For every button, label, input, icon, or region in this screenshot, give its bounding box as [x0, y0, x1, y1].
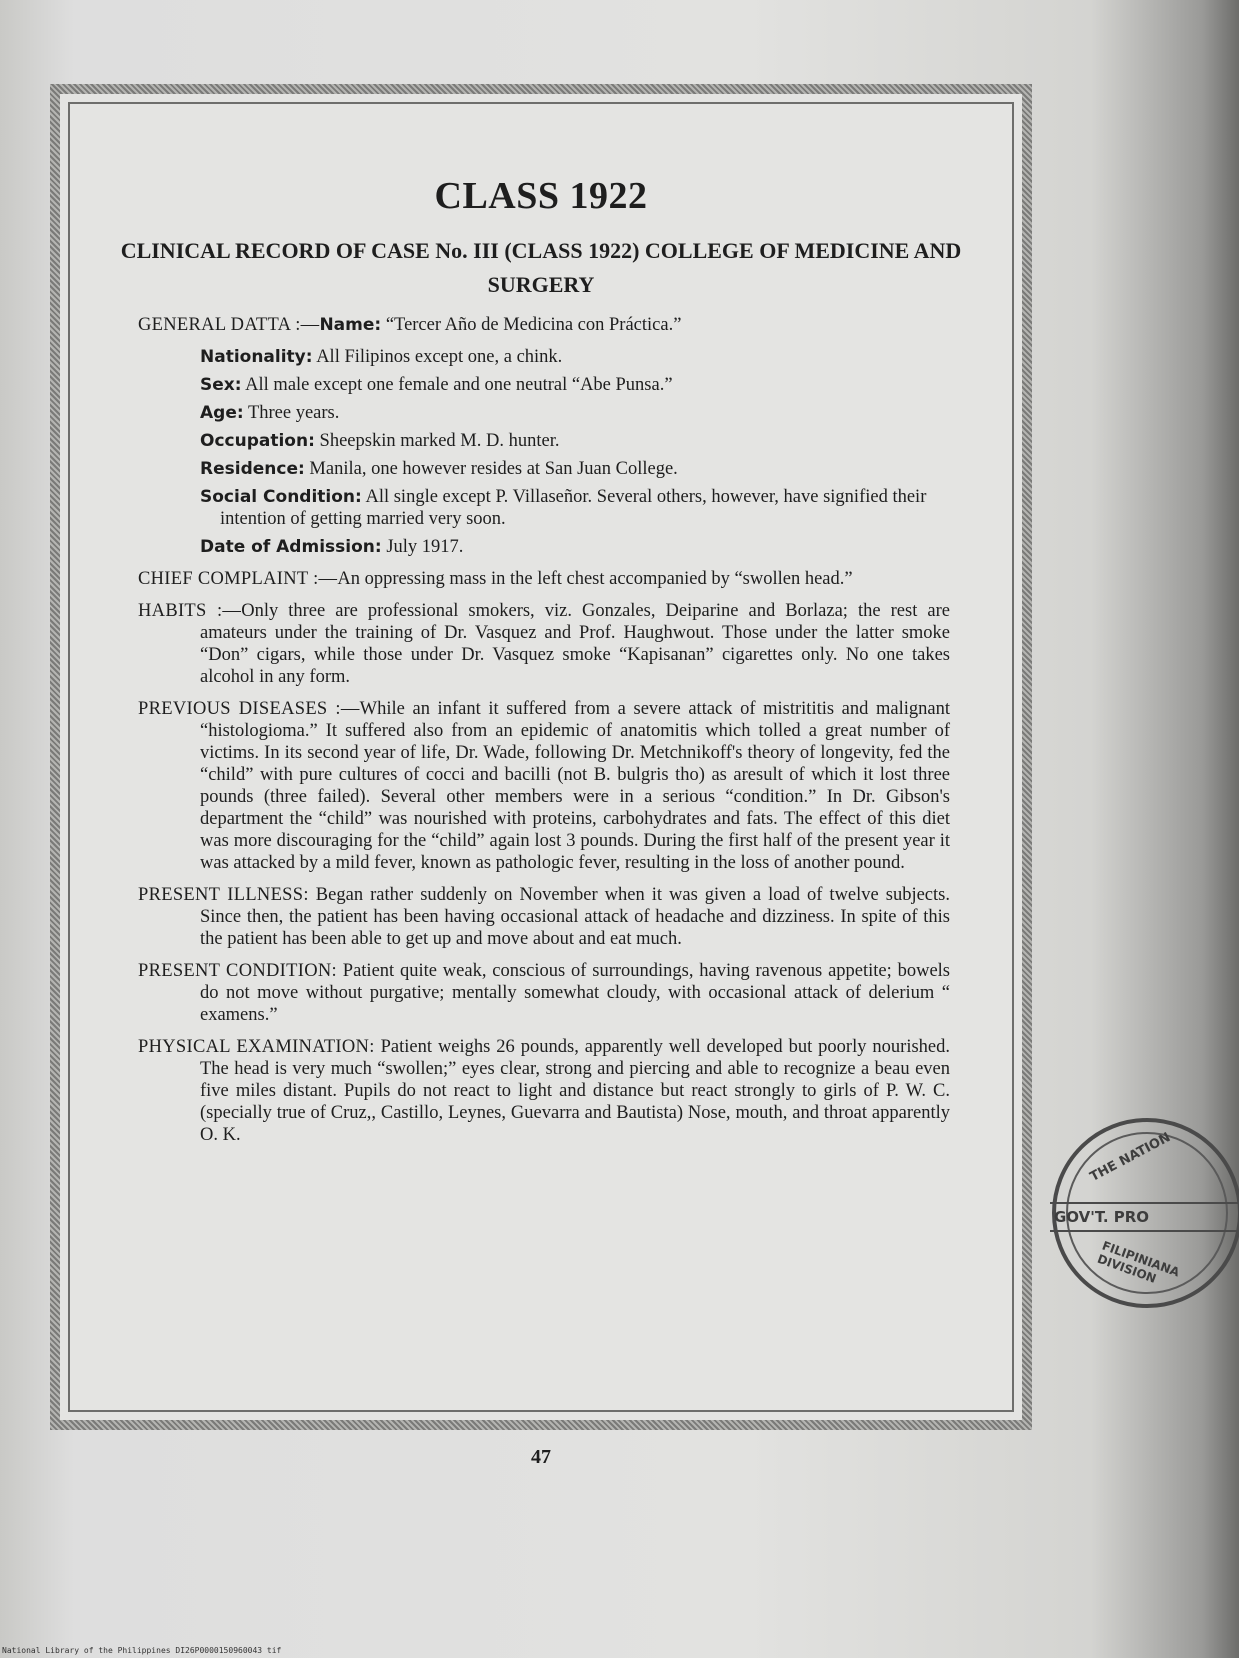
section-text: Patient weighs 26 pounds, apparently well developed but poorly nourished. The head is very much “swollen;” eyes clear, strong and piercing and able to recognize a beau even five miles distant. Pupils do not react to light and distance but react strongly to girls of P. W. C. (specially true of Cruz,, Castillo, Leynes, Guevarra and Bautista) Nose, mouth, and throat apparently O. K.: [200, 1037, 951, 1145]
record-subtitle: CLINICAL RECORD OF CASE No. III (CLASS 1922) COLLEGE OF MEDICINE AND SURGERY: [120, 238, 962, 297]
stamp-bottom-text: FILIPINIANA DIVISION: [1095, 1238, 1182, 1286]
general-data-section: GENERAL DATTA :—Name: “Tercer Año de Medicina con Práctica.”: [138, 315, 682, 335]
section-heading: PRESENT CONDITION:: [138, 961, 337, 981]
general-item: Nationality: All Filipinos except one, a chink.: [200, 347, 563, 367]
general-item: Social Condition: All single except P. Villaseñor. Several others, however, have signified their intention of getting married very soon.: [200, 487, 927, 529]
section-heading: CHIEF COMPLAINT :—: [138, 569, 338, 589]
footer-credit: National Library of the Philippines DI26P0000150960043 tif: [2, 1646, 282, 1655]
general-item: Residence: Manila, one however resides at San Juan College.: [200, 459, 678, 479]
general-item-value: Sheepskin marked M. D. hunter.: [314, 431, 560, 451]
present-illness-section: [138, 884, 950, 950]
general-item: Occupation: Sheepskin marked M. D. hunter.: [200, 431, 560, 451]
page-title: CLASS 1922: [434, 175, 648, 217]
bordered-frame: [50, 84, 1032, 1430]
general-item-key: Occupation: [200, 431, 309, 451]
section-text: An oppressing mass in the left chest accompanied by “swollen head.”: [337, 569, 853, 589]
stamp-band-text: GOV'T. PRO: [1050, 1202, 1239, 1232]
general-item-value: All Filipinos except one, a chink.: [312, 347, 563, 367]
general-item-value: All single except P. Villaseñor. Several others, however, have signified their intention of getting married very soon.: [220, 487, 927, 529]
general-data-list: [200, 346, 950, 558]
page-number: 47: [531, 1446, 551, 1468]
general-data-heading: GENERAL DATTA :—: [138, 315, 320, 335]
previous-diseases-section: [138, 698, 950, 874]
general-item-value: “Tercer Año de Medicina con Práctica.”: [381, 315, 682, 335]
general-item: Age: Three years.: [200, 403, 340, 423]
general-item-value: All male except one female and one neutral “Abe Punsa.”: [241, 375, 673, 395]
general-item-value: July 1917.: [381, 537, 464, 557]
section-text: While an infant it suffered from a severe attack of mistrititis and malignant “histologioma.” It suffered also from an epidemic of anatomitis which tolled a great number of victims. In its second year of life, Dr. Wade, following Dr. Metchnikoff's theory of longevity, fed the “child” with pure cultures of cocci and bacilli (not B. bulgris tho) as aresult of which it lost three pounds (three failed). Several other members were in a serious “condition.” In Dr. Gibson's department the “child” was nourished with proteins, carbohydrates and fats. The effect of this diet was more discouraging for the “child” again lost 3 pounds. During the first half of the present year it was attacked by a mild fever, known as pathologic fever, resulting in the loss of another pound.: [200, 699, 950, 873]
general-item-key: Name: [319, 315, 375, 335]
present-condition-section: [138, 960, 950, 1026]
general-item-value: Manila, one however resides at San Juan College.: [304, 459, 678, 479]
section-heading: PHYSICAL EXAMINATION:: [138, 1037, 375, 1057]
section-text: Began rather suddenly on November when it was given a load of twelve subjects. Since then, the patient has been having occasional attack of headache and dizziness. In spite of this the patient has been able to get up and move about and eat much.: [200, 885, 950, 949]
general-item-key: Date of Admission: [200, 537, 375, 557]
section-text: Patient quite weak, conscious of surroundings, having ravenous appetite; bowels do not move without purgative; mentally somewhat cloudy, with occasional attack of delerium “ examens.”: [200, 961, 950, 1025]
library-stamp: [1052, 1118, 1239, 1308]
general-item-key: Social Condition: [200, 487, 356, 507]
general-item-key: Age: [200, 403, 237, 423]
section-heading: HABITS :—: [138, 601, 242, 621]
general-item: Sex: All male except one female and one neutral “Abe Punsa.”: [200, 375, 673, 395]
section-heading: PRESENT ILLNESS:: [138, 885, 309, 905]
section-text: Only three are professional smokers, viz. Gonzales, Deiparine and Borlaza; the rest are amateurs under the training of Dr. Vasquez and Prof. Haughwout. Those under the latter smoke “Don” cigars, while those under Dr. Vasquez smoke “Kapisanan” cigarettes only. No one takes alcohol in any form.: [200, 601, 950, 687]
chief-complaint-section: [138, 568, 950, 590]
general-item-key: Residence: [200, 459, 298, 479]
general-item-key: Sex: [200, 375, 235, 395]
section-heading: PREVIOUS DISEASES :—: [138, 699, 360, 719]
general-item-value: Three years.: [243, 403, 340, 423]
habits-section: [138, 600, 950, 688]
record-content: [138, 314, 950, 1156]
general-item-key: Nationality: [200, 347, 306, 367]
stamp-top-text: THE NATION: [1087, 1130, 1174, 1185]
physical-examination-section: [138, 1036, 950, 1146]
general-item: Date of Admission: July 1917.: [200, 537, 464, 557]
